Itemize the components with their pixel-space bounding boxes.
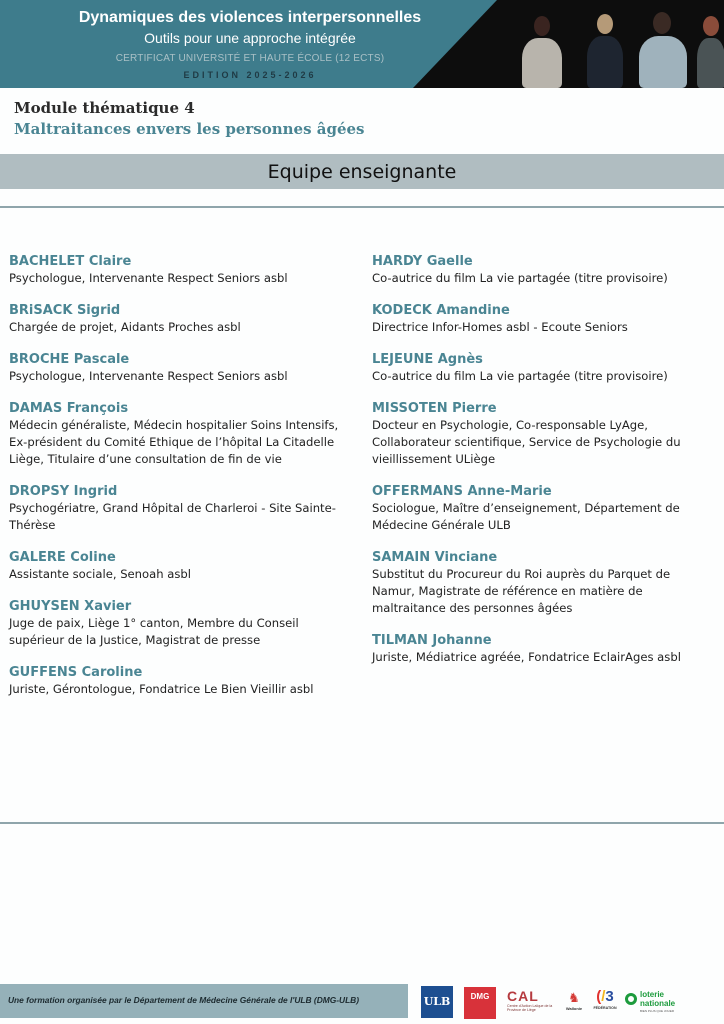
module-label: Module thématique 4 bbox=[14, 99, 195, 117]
member-description: Juriste, Gérontologue, Fondatrice Le Bien Vieillir asbl bbox=[9, 682, 314, 696]
module-title: Maltraitances envers les personnes âgées bbox=[14, 120, 365, 138]
certificate-label: CERTIFICAT UNIVERSITÉ ET HAUTE ÉCOLE (12 ECTS) bbox=[115, 53, 385, 64]
member-name: DAMAS François bbox=[9, 401, 129, 416]
member-description: Liège, Titulaire d’une consultation de fin de vie bbox=[9, 452, 282, 466]
member-description: Co-autrice du film La vie partagée (titre provisoire) bbox=[372, 271, 668, 285]
member-name: SAMAIN Vinciane bbox=[372, 550, 498, 565]
member-description: maltraitance des personnes âgées bbox=[372, 601, 573, 615]
federation-logo-text: FÉDÉRATION bbox=[593, 1006, 617, 1010]
team-member bbox=[372, 632, 722, 666]
member-description: Psychologue, Intervenante Respect Seniors asbl bbox=[9, 271, 288, 285]
member-description: Thérèse bbox=[9, 518, 56, 532]
member-description: Psychogériatre, Grand Hôpital de Charleroi - Site Sainte- bbox=[9, 501, 336, 515]
loterie-text-1: loterie bbox=[640, 990, 665, 999]
member-name: KODECK Amandine bbox=[372, 303, 510, 318]
loterie-tagline: BIEN PLUS QUE JOUER bbox=[640, 1009, 675, 1013]
header-banner bbox=[0, 0, 724, 88]
section-band bbox=[0, 154, 724, 189]
member-description: Substitut du Procureur du Roi auprès du Parquet de bbox=[372, 567, 671, 581]
team-member bbox=[9, 351, 359, 385]
footer-band bbox=[0, 984, 408, 1018]
loterie-logo bbox=[625, 990, 685, 1014]
team-member bbox=[9, 483, 359, 534]
team-member bbox=[9, 664, 359, 698]
member-description: Docteur en Psychologie, Co-responsable LyAge, bbox=[372, 418, 648, 432]
member-description: Collaborateur scientifique, Service de Psychologie du bbox=[372, 435, 681, 449]
program-title: Dynamiques des violences interpersonnelles bbox=[78, 9, 422, 26]
rooster-icon: ♞ bbox=[568, 990, 580, 1005]
dmg-logo-text: DMG bbox=[470, 992, 490, 1001]
member-name: OFFERMANS Anne-Marie bbox=[372, 484, 552, 499]
member-name: GALERE Coline bbox=[9, 550, 116, 565]
federation-mark-icon: (/3 bbox=[596, 988, 614, 1005]
ulb-logo bbox=[421, 986, 453, 1018]
cal-logo-text: CAL bbox=[507, 988, 539, 1004]
member-description: Chargée de projet, Aidants Proches asbl bbox=[9, 320, 241, 334]
wallonie-logo bbox=[565, 990, 583, 1016]
team-member bbox=[372, 483, 722, 534]
divider-bottom bbox=[0, 822, 724, 824]
edition-label: EDITION 2025-2026 bbox=[183, 70, 317, 80]
team-member bbox=[372, 351, 722, 385]
member-description: supérieur de la Justice, Magistrat de presse bbox=[9, 633, 261, 647]
member-name: MISSOTEN Pierre bbox=[372, 401, 497, 416]
federation-logo bbox=[592, 988, 618, 1018]
member-description: Co-autrice du film La vie partagée (titre provisoire) bbox=[372, 369, 668, 383]
member-name: HARDY Gaelle bbox=[372, 254, 473, 269]
dmg-logo bbox=[464, 987, 496, 1019]
member-description: Médecine Générale ULB bbox=[372, 518, 511, 532]
team-column-right bbox=[372, 253, 722, 681]
member-description: Psychologue, Intervenante Respect Seniors asbl bbox=[9, 369, 288, 383]
team-member bbox=[9, 253, 359, 287]
team-member bbox=[372, 549, 722, 617]
team-member bbox=[9, 598, 359, 649]
member-name: GHUYSEN Xavier bbox=[9, 599, 132, 614]
member-description: Directrice Infor-Homes asbl - Ecoute Seniors bbox=[372, 320, 628, 334]
member-description: Ex-président du Comité Ethique de l’hôpital La Citadelle bbox=[9, 435, 335, 449]
team-member bbox=[372, 253, 722, 287]
team-column-left bbox=[9, 253, 359, 713]
member-name: LEJEUNE Agnès bbox=[372, 352, 483, 367]
team-member bbox=[9, 302, 359, 336]
footer-credit: Une formation organisée par le Département de Médecine Générale de l'ULB (DMG-ULB) bbox=[8, 995, 360, 1005]
member-description: Namur, Magistrate de référence en matière de bbox=[372, 584, 643, 598]
member-name: BROCHE Pascale bbox=[9, 352, 130, 367]
member-description: vieillissement ULiège bbox=[372, 452, 496, 466]
ulb-logo-text: ULB bbox=[423, 995, 451, 1008]
team-member bbox=[372, 400, 722, 468]
team-member bbox=[9, 549, 359, 583]
member-name: DROPSY Ingrid bbox=[9, 484, 118, 499]
divider-top bbox=[0, 206, 724, 208]
program-subtitle: Outils pour une approche intégrée bbox=[144, 30, 356, 46]
cal-logo bbox=[507, 988, 557, 1016]
cal-logo-subtext: Centre d'Action Laïque de la Province de Liège bbox=[507, 1004, 553, 1012]
member-description: Assistante sociale, Senoah asbl bbox=[9, 567, 191, 581]
loterie-text-2: nationale bbox=[640, 999, 676, 1008]
member-name: GUFFENS Caroline bbox=[9, 665, 143, 680]
member-description: Médecin généraliste, Médecin hospitalier Soins Intensifs, bbox=[9, 418, 339, 432]
member-description: Juge de paix, Liège 1° canton, Membre du Conseil bbox=[9, 616, 299, 630]
member-name: BRiSACK Sigrid bbox=[9, 303, 121, 318]
member-name: TILMAN Johanne bbox=[372, 633, 492, 648]
wallonie-logo-text: Wallonie bbox=[565, 1006, 583, 1011]
member-name: BACHELET Claire bbox=[9, 254, 132, 269]
member-description: Juriste, Médiatrice agréée, Fondatrice EclairAges asbl bbox=[372, 650, 681, 664]
loterie-circle-icon bbox=[625, 993, 637, 1005]
team-member bbox=[372, 302, 722, 336]
team-member bbox=[9, 400, 359, 468]
section-title: Equipe enseignante bbox=[267, 161, 457, 183]
member-description: Sociologue, Maître d’enseignement, Département de bbox=[372, 501, 680, 515]
